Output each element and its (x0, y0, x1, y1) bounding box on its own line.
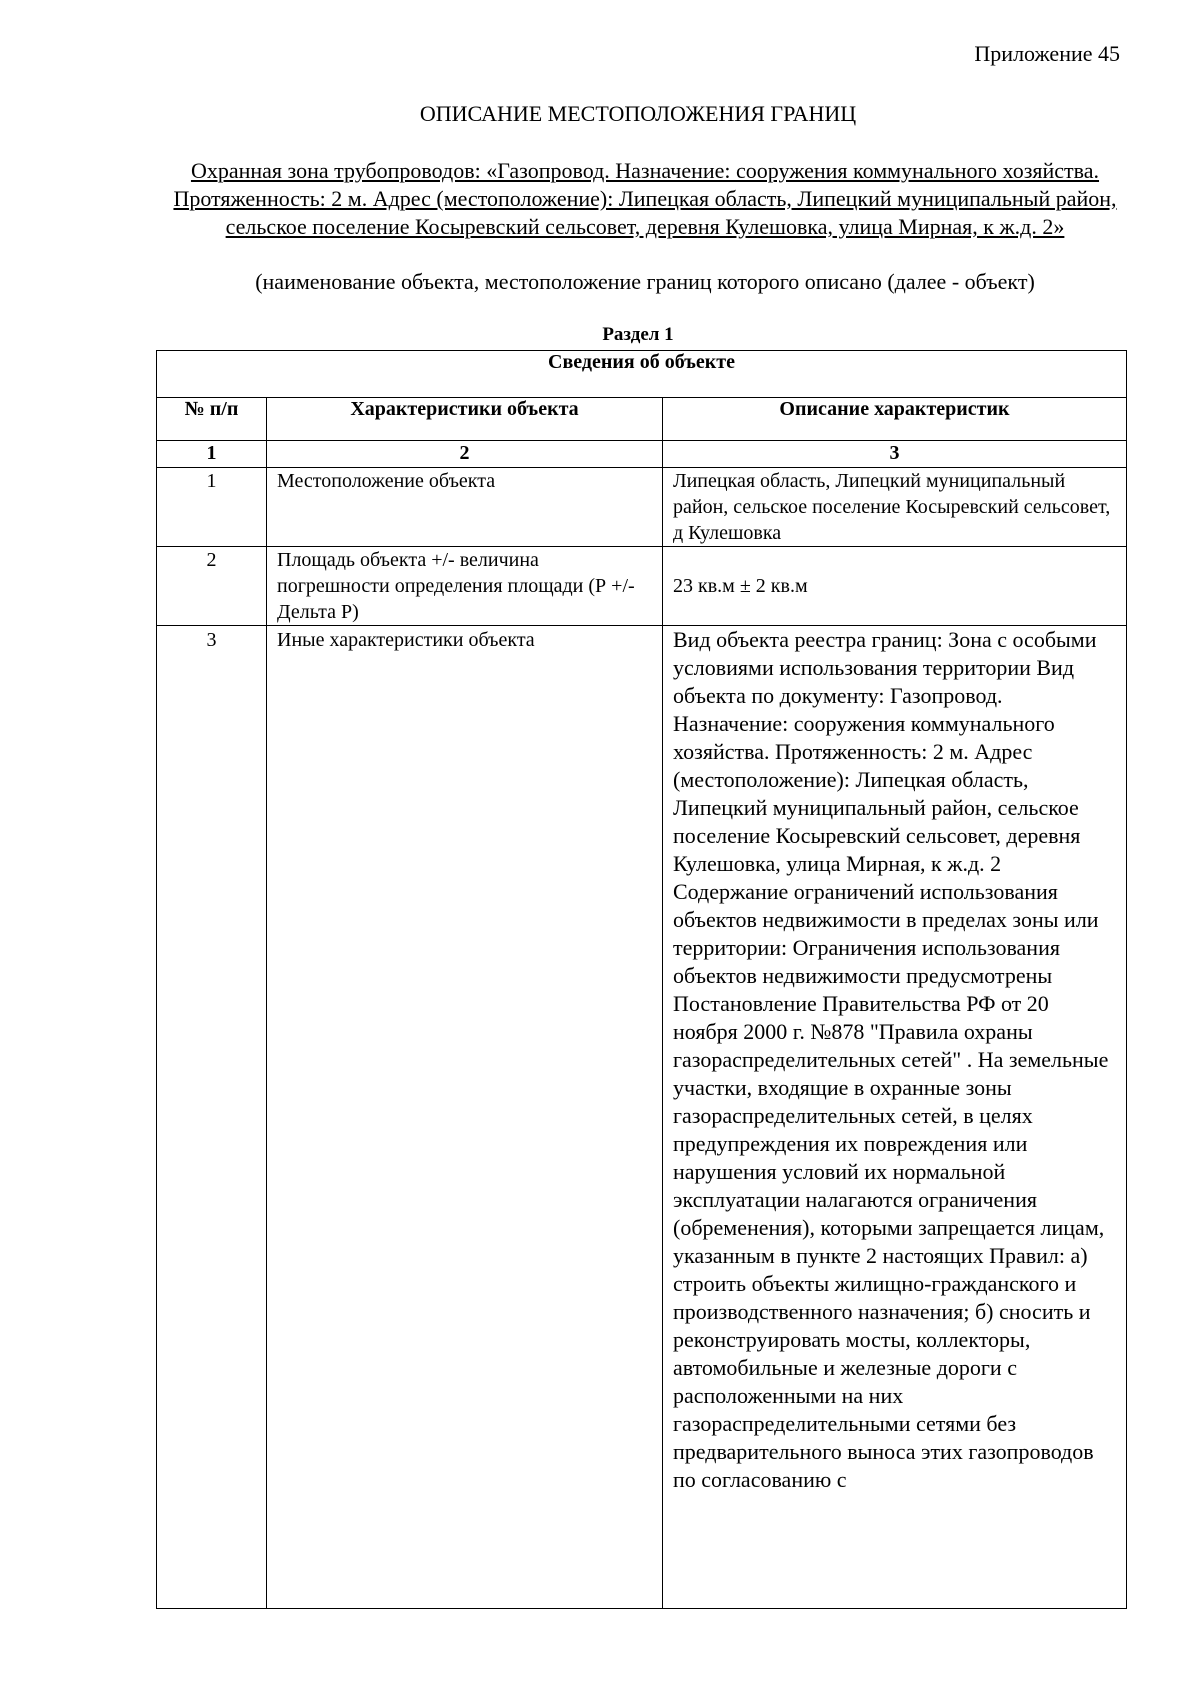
column-number: 3 (663, 441, 1127, 468)
object-caption: (наименование объекта, местоположение границ которого описано (далее - объект) (255, 269, 1035, 294)
table-row (157, 468, 1127, 547)
appendix-label: Приложение 45 (974, 41, 1120, 66)
object-info-table (156, 350, 1127, 1609)
column-number: 2 (267, 441, 663, 468)
row-characteristic: Площадь объекта +/- величина погрешности определения площади (Р +/- Дельта Р) (267, 547, 663, 626)
table-header: Сведения об объекте (157, 351, 1127, 398)
table-header-row (157, 351, 1127, 398)
table-row (157, 626, 1127, 1609)
object-name: Охранная зона трубопроводов: «Газопровод. Назначение: сооружения коммунального хозяйства. Протяженность: 2 м. Адрес (местоположение): Липецкая область, Липецкий муниципальный район, сельское поселение Косыревский сельсовет, деревня Кулешовка, улица Мирная, к ж.д. 2» (173, 158, 1117, 239)
column-header-description: Описание характеристик (663, 398, 1127, 441)
row-description: 23 кв.м ± 2 кв.м (663, 547, 1127, 626)
row-number: 3 (157, 626, 267, 1609)
row-description: Липецкая область, Липецкий муниципальный район, сельское поселение Косыревский сельсовет, д Кулешовка (663, 468, 1127, 547)
row-characteristic: Местоположение объекта (267, 468, 663, 547)
column-number: 1 (157, 441, 267, 468)
column-header-characteristic: Характеристики объекта (267, 398, 663, 441)
row-number: 1 (157, 468, 267, 547)
row-characteristic: Иные характеристики объекта (267, 626, 663, 1609)
document-title: ОПИСАНИЕ МЕСТОПОЛОЖЕНИЯ ГРАНИЦ (419, 101, 857, 126)
column-header-num: № п/п (157, 398, 267, 441)
row-number: 2 (157, 547, 267, 626)
column-header-row (157, 398, 1127, 441)
table-row (157, 547, 1127, 626)
section-title: Раздел 1 (602, 324, 674, 345)
column-number-row (157, 441, 1127, 468)
row-description: Вид объекта реестра границ: Зона с особыми условиями использования территории Вид объекта по документу: Газопровод. Назначение: сооружения коммунального хозяйства. Протяженность: 2 м. Адрес (местоположение): Липецкая область, Липецкий муниципальный район, сельское поселение Косыревский сельсовет, деревня Кулешовка, улица Мирная, к ж.д. 2 Содержание ограничений использования объектов недвижимости в пределах зоны или территории: Ограничения использования объектов недвижимости предусмотрены Постановление Правительства РФ от 20 ноября 2000 г. №878 "Правила охраны газораспределительных сетей" . На земельные участки, входящие в охранные зоны газораспределительных сетей, в целях предупреждения их повреждения или нарушения условий их нормальной эксплуатации налагаются ограничения (обременения), которыми запрещается лицам, указанным в пункте 2 настоящих Правил: а) строить объекты жилищно-гражданского и производственного назначения; б) сносить и реконструировать мосты, коллекторы, автомобильные и железные дороги с расположенными на них газораспределительными сетями без предварительного выноса этих газопроводов по согласованию с (663, 626, 1127, 1609)
